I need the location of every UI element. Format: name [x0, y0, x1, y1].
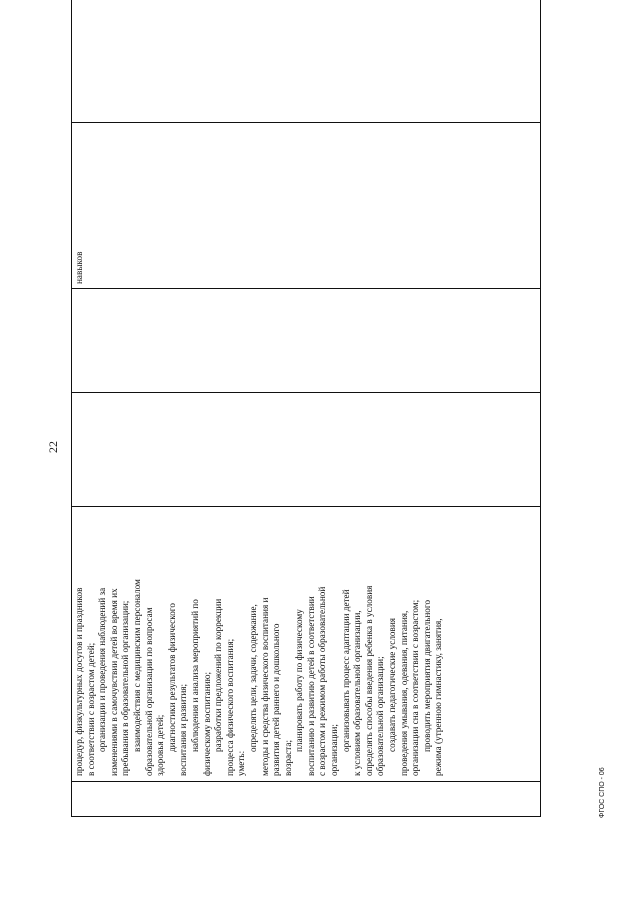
competency-line: с возрастом и режимом работы образовательной: [317, 586, 328, 776]
competency-line: определять цели, задачи, содержание,: [247, 604, 258, 752]
competency-line: к условиям образовательной организации,: [352, 610, 363, 776]
empty-cell: [72, 393, 541, 507]
competency-line: организовывать процесс адаптации детей: [340, 589, 351, 752]
competency-line: процедур, физкультурных досугов и праздников: [74, 587, 84, 776]
competency-line: организации;: [329, 724, 340, 776]
page-number: 22: [46, 441, 60, 453]
competencies-table: [71, 0, 541, 817]
competency-line: воспитания и развития;: [178, 683, 189, 776]
competency-line: методы и средства физического воспитания и: [259, 597, 270, 776]
competency-line: изменениями в самочувствии детей во время их: [108, 588, 119, 776]
competency-line: в соответствии с возрастом детей;: [85, 642, 96, 776]
competency-line: процесса физического воспитания;: [224, 638, 235, 776]
competency-line: создавать педагогические условия: [387, 618, 398, 752]
competency-line: образовательной организации;: [375, 656, 386, 776]
empty-cell-index: [72, 782, 541, 817]
competencies-cell: [72, 507, 541, 782]
competency-line: диагностики результатов физического: [166, 603, 177, 752]
skill-text: навыков: [74, 251, 84, 284]
competency-line: здоровья детей;: [155, 714, 166, 776]
competency-line: проводить мероприятия двигательного: [421, 599, 432, 752]
empty-cell: [72, 289, 541, 393]
competency-line: взаимодействия с медицинским персоналом: [131, 579, 142, 752]
competency-line: воспитанию и развитию детей в соответствии: [305, 596, 316, 776]
competency-line: наблюдения и анализа мероприятий по: [189, 599, 200, 752]
competency-line: определять способы введения ребенка в условия: [363, 585, 374, 776]
footer-code: ФГОС СПО - 06: [599, 767, 606, 818]
competency-line: организации сна в соответствии с возрастом;: [410, 599, 421, 776]
competency-line: образовательной организации по вопросам: [143, 607, 154, 776]
competency-line: режима (утренною гимнастику, занятия,: [433, 618, 444, 776]
competency-line: физическому воспитанию;: [201, 671, 212, 776]
competency-line: возраста;: [282, 739, 293, 776]
empty-cell: [72, 0, 541, 123]
competency-line: пребывания в образовательной организации;: [120, 600, 131, 776]
competency-line: развития детей раннего и дошкольного: [271, 623, 282, 776]
table-row: [72, 0, 541, 817]
competency-line: планировать работу по физическому: [294, 609, 305, 752]
competencies-text: [74, 512, 445, 776]
competency-line: разработки предложений по коррекции: [213, 598, 224, 752]
competency-line: уметь:: [236, 750, 247, 776]
skill-cell: [72, 123, 541, 289]
competency-line: проведения умывания, одевания, питания,: [398, 610, 409, 776]
competency-line: организации и проведения наблюдений за: [97, 587, 108, 752]
